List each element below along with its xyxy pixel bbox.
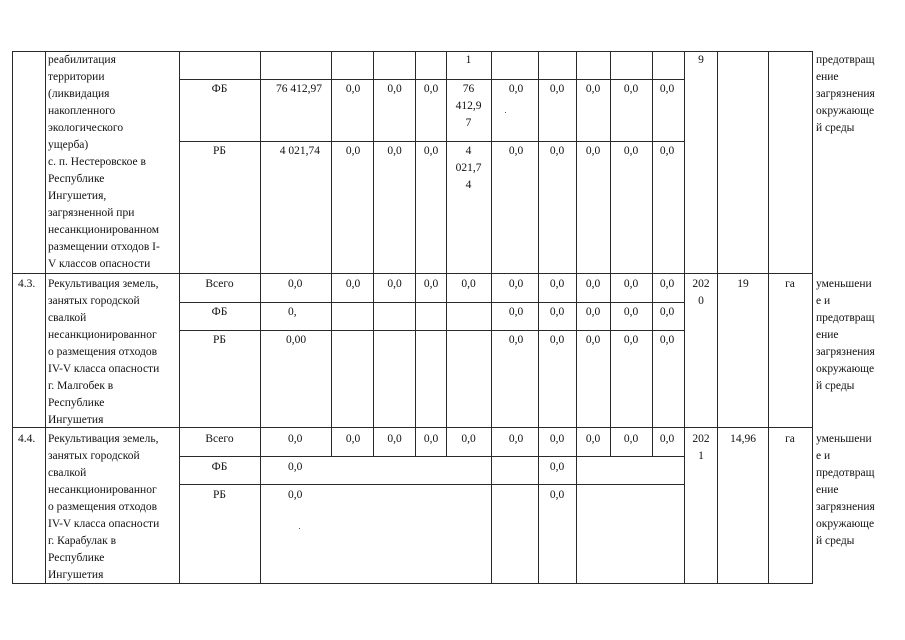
cost-cell: 0,0 [549,489,565,501]
grid-line [652,51,653,428]
cost-cell: 0,0 [508,433,524,445]
year-partial: 9 [698,54,704,66]
cost-cell: 0,0 [423,433,439,445]
source-label: РБ [213,334,226,346]
unit: га [785,278,795,290]
grid-line [179,330,685,331]
cost-cell: 0,0 [659,278,675,290]
grid-line [331,427,332,457]
cost-cell: 0,0 [549,145,565,157]
grid-line [610,51,611,428]
grid-line [812,51,813,584]
cost-total: 0,0 [288,489,303,501]
result-line: ение [816,484,839,496]
measure-name-line: территории [48,71,105,83]
cost-cell: 0,0 [423,83,439,95]
cost-total: 4 021,74 [279,145,320,157]
source-label: РБ [213,489,226,501]
cost-cell: 0,0 [423,278,439,290]
result-line: уменьшени [816,278,872,290]
measure-name-line: Рекультивация земель, [48,433,159,445]
result-line: е и [816,450,831,462]
cost-cell: 0,0 [623,83,639,95]
grid-line [576,51,577,428]
cost-cell: 0,0 [585,433,601,445]
measure-name-line: V классов опасности [48,258,151,270]
grid-line [538,51,539,428]
result-line: й среды [816,380,855,392]
cost-cell: 0,0 [461,278,476,290]
cost-cell: 0,0 [659,334,675,346]
measure-name-line: свалкой [48,467,87,479]
cost-cell: 0,0 [549,278,565,290]
grid-line [684,51,685,584]
cost-cell: 0,0 [387,83,402,95]
cost-total: 0,0 [288,461,303,473]
cost-cell: 0,0 [623,145,639,157]
measure-name-line: свалкой [48,312,87,324]
measure-name-line: загрязненной при [48,207,135,219]
measure-name-line: Ингушетия [48,569,104,581]
grid-line [179,484,685,485]
measure-name-line: (ликвидация [48,88,110,100]
result-line: предотвращ [816,54,875,66]
result-line: загрязнения [816,88,875,100]
cost-cell: 0,0 [345,83,361,95]
cost-cell: 0,0 [387,145,402,157]
grid-line [12,583,813,584]
year-line: 202 [692,278,710,290]
grid-line [491,427,492,584]
grid-line [576,427,577,584]
source-label: РБ [213,145,226,157]
cost-cell: 0,0 [549,83,565,95]
amount: 19 [737,278,749,290]
result-line: ение [816,71,839,83]
cost-cell-line: 76 [462,83,475,95]
cost-cell: 0,0 [585,306,601,318]
grid-line [373,51,374,428]
cost-cell: 0,0 [549,433,565,445]
source-label: Всего [205,433,234,445]
grid-line [179,79,685,80]
cost-cell: 0,0 [508,334,524,346]
cost-cell-line: 021,7 [455,162,482,174]
cost-cell: 0,0 [585,83,601,95]
cost-cell: 0,0 [549,334,565,346]
year-line: 202 [692,433,710,445]
cost-cell: 0,0 [549,306,565,318]
measure-name-line: Рекультивация земель, [48,278,159,290]
result-line: окружающе [816,518,875,530]
result-line: й среды [816,535,855,547]
cost-cell: 0,0 [345,433,361,445]
result-line: предотвращ [816,312,875,324]
cost-cell: 0,0 [659,306,675,318]
source-label: ФБ [211,83,228,95]
row-number: 4.3. [18,278,36,290]
cost-cell: 0,0 [387,278,402,290]
grid-line [12,427,813,428]
cost-cell-line: 412,9 [455,100,482,112]
cost-cell: 0,0 [659,145,675,157]
grid-line [717,51,718,584]
measure-name-line: реабилитация [48,54,116,66]
cost-cell: 0,0 [585,145,601,157]
grid-line [768,51,769,584]
grid-line [260,51,261,584]
source-label: ФБ [211,461,228,473]
cost-cell: 0,0 [508,306,524,318]
cost-total: 0,00 [286,334,307,346]
source-label: ФБ [211,306,228,318]
cost-total: 0,0 [288,278,303,290]
cost-cell: 0,0 [508,145,524,157]
unit: га [785,433,795,445]
cost-cell: 0,0 [387,433,402,445]
measure-name-line: Республике [48,552,105,564]
result-line: е и [816,295,831,307]
result-line: загрязнения [816,346,875,358]
cost-cell: 0,0 [423,145,439,157]
grid-line [491,51,492,428]
grid-line [179,456,685,457]
cost-cell: 0,0 [461,433,476,445]
cost-total: 0,0 [288,433,303,445]
measure-name-line: IV-V класса опасности [48,518,160,530]
measure-name-line: Ингушетия [48,414,104,426]
measure-name-line: Республике [48,173,105,185]
cost-cell-line: 4 [465,145,472,157]
measure-name-line: экологического [48,122,124,134]
cost-cell: 0,0 [623,433,639,445]
source-label: Всего [205,278,234,290]
cost-cell: 0,0 [623,334,639,346]
measure-name-line: несанкционированног [48,329,157,341]
measure-name-line: Ингушетия, [48,190,107,202]
measure-name-line: накопленного [48,105,116,117]
cost-cell: 0,0 [345,278,361,290]
result-line: окружающе [816,363,875,375]
grid-line [538,427,539,584]
measure-name-line: несанкционированног [48,484,157,496]
measure-name-line: занятых городской [48,450,140,462]
cost-cell: 0,0 [659,433,675,445]
result-line: уменьшени [816,433,872,445]
cost-cell: 0,0 [659,83,675,95]
scan-speck [505,112,506,113]
grid-line [179,141,685,142]
grid-line [179,302,685,303]
cost-total: 76 412,97 [276,83,322,95]
cost-cell: 0,0 [549,461,565,473]
year-line: 1 [698,450,704,462]
amount: 14,96 [730,433,756,445]
cost-cell: 0,0 [623,278,639,290]
cost-total: 0, [288,306,297,318]
cost-cell-line: 4 [465,179,472,191]
cost-cell: 0,0 [508,278,524,290]
result-line: окружающе [816,105,875,117]
measure-name-line: Республике [48,397,105,409]
measure-name-line: ущерба) [48,139,89,151]
measure-name-line: г. Карабулак в [48,535,117,547]
grid-line [12,51,13,584]
measure-name-line: с. п. Нестеровское в [48,156,146,168]
result-line: й среды [816,122,855,134]
year-line: 0 [698,295,704,307]
scan-speck [299,528,300,529]
cost-cell-line: 7 [465,117,472,129]
cost-cell: 0,0 [345,145,361,157]
cost-cell: 0,0 [585,278,601,290]
grid-line [415,51,416,428]
grid-line [45,51,46,584]
measure-name-line: о размещения отходов [48,346,158,358]
cost-cell: 0,0 [585,334,601,346]
measure-name-line: IV-V класса опасности [48,363,160,375]
measure-name-line: занятых городской [48,295,140,307]
grid-line [331,51,332,428]
measure-name-line: г. Малгобек в [48,380,114,392]
result-line: загрязнения [816,501,875,513]
cost-cell: 0,0 [508,83,524,95]
measure-name-line: несанкционированном [48,224,160,236]
cost-cell: 0,0 [623,306,639,318]
measure-name-line: размещении отходов I- [48,241,160,253]
result-line: ение [816,329,839,341]
result-line: предотвращ [816,467,875,479]
row-number: 4.4. [18,433,36,445]
measure-name-line: о размещения отходов [48,501,158,513]
partial-value: 1 [465,54,472,66]
